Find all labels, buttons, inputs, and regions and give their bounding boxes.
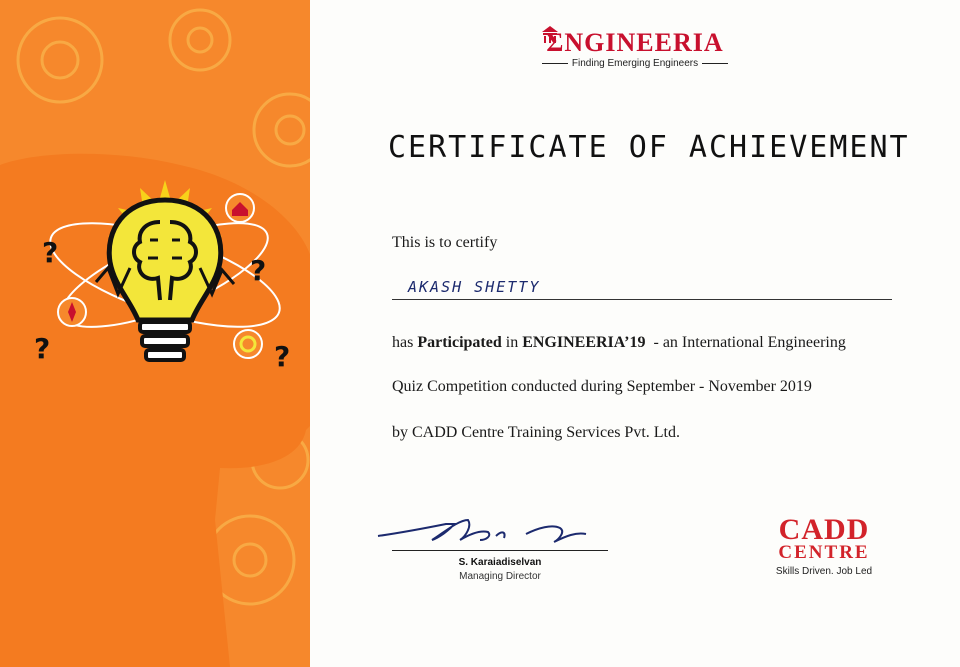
question-mark-icon: ? — [34, 332, 51, 365]
cadd-tagline: Skills Driven. Job Led — [775, 566, 873, 577]
recipient-name-line — [392, 278, 892, 300]
recipient-name: AKASH SHETTY — [408, 278, 541, 296]
question-mark-icon: ? — [42, 236, 59, 269]
question-mark-icon: ? — [250, 254, 267, 287]
question-mark-icon: ? — [274, 340, 291, 373]
body-bold-event: ENGINEERIA’19 — [522, 334, 646, 351]
certificate-title: CERTIFICATE OF ACHIEVEMENT — [388, 130, 910, 165]
body-line-1 — [392, 334, 846, 352]
cadd-wordmark: CADD — [778, 513, 870, 546]
signatory-role: Managing Director — [459, 571, 541, 582]
body-line-2: Quiz Competition conducted during September - November 2019 — [392, 378, 812, 395]
signatory-name: S. Karaiadiselvan — [458, 557, 542, 568]
cadd-centre-logo — [744, 513, 904, 577]
body-text: - an International Engineering — [645, 334, 846, 351]
temple-icon — [540, 26, 560, 44]
body-line-3: by CADD Centre Training Services Pvt. Ltd. — [392, 424, 680, 441]
signature-mark — [376, 510, 608, 554]
logo-wordmark: ƩNGINEERIA — [546, 28, 724, 57]
logo-tagline: Finding Emerging Engineers — [530, 58, 740, 69]
engineeria-logo — [530, 28, 740, 69]
head-lightbulb-illustration — [0, 0, 310, 667]
signature-line — [392, 550, 608, 551]
certify-text: This is to certify — [392, 234, 498, 251]
centre-wordmark: CENTRE — [778, 542, 870, 563]
body-bold-participated: Participated — [417, 334, 502, 351]
body-text: has — [392, 334, 418, 351]
body-text: in — [501, 334, 523, 351]
gear-icon — [234, 330, 262, 358]
